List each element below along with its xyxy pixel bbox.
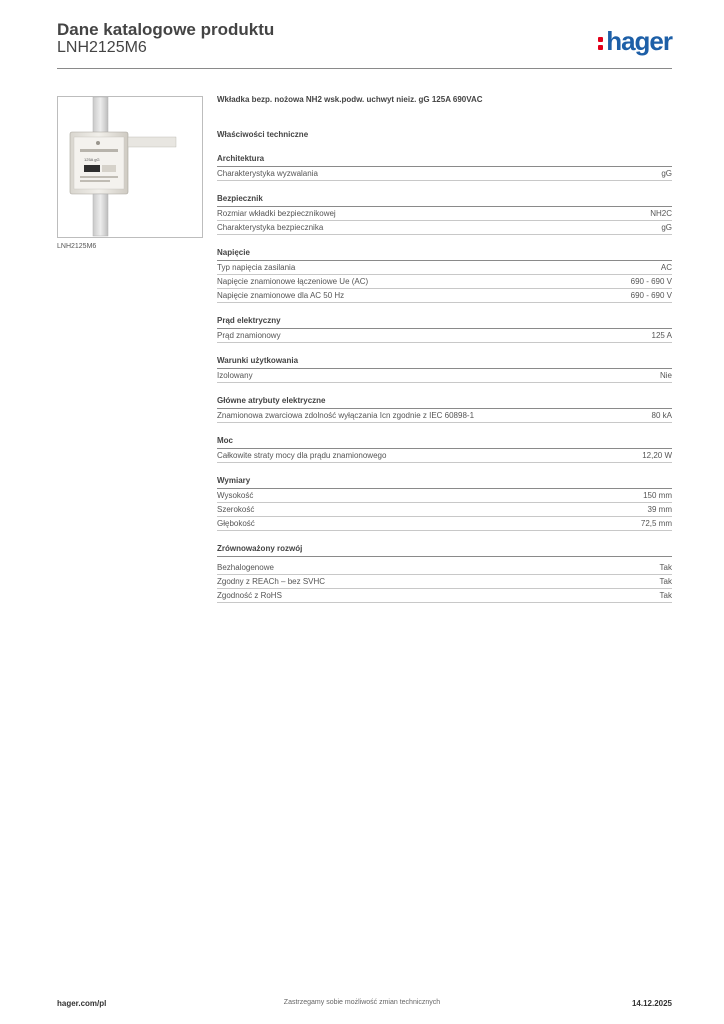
spec-label: Charakterystyka wyzwalania — [217, 169, 318, 178]
group-title: Moc — [217, 435, 672, 449]
properties-title: Właściwości techniczne — [217, 130, 309, 139]
fuse-label-text: 125A gG — [84, 157, 100, 162]
spec-row — [217, 561, 672, 575]
spec-group-architektura — [217, 153, 672, 181]
spec-label: Rozmiar wkładki bezpiecznikowej — [217, 209, 336, 218]
logo-text: hager — [606, 26, 672, 56]
fuse-image-icon — [58, 97, 202, 237]
spec-group-atrybuty — [217, 395, 672, 423]
group-title: Architektura — [217, 153, 672, 167]
spec-row — [217, 517, 672, 531]
spec-row — [217, 261, 672, 275]
spec-value: Tak — [659, 591, 672, 600]
spec-group-wymiary — [217, 475, 672, 531]
header-divider — [57, 68, 672, 69]
group-title: Warunki użytkowania — [217, 355, 672, 369]
spec-content — [217, 94, 672, 603]
group-title: Bezpiecznik — [217, 193, 672, 207]
spec-value: Tak — [659, 563, 672, 572]
spec-value: Nie — [659, 371, 672, 380]
spec-value: 12,20 W — [642, 451, 672, 460]
footer-website-link[interactable]: hager.com/pl — [57, 999, 107, 1008]
spec-row — [217, 589, 672, 603]
spec-label: Głębokość — [217, 519, 255, 528]
group-title: Zrównoważony rozwój — [217, 543, 672, 557]
spec-value: AC — [660, 263, 672, 272]
spec-group-bezpiecznik — [217, 193, 672, 235]
spec-value: 125 A — [651, 331, 672, 340]
spec-group-moc — [217, 435, 672, 463]
spec-value: Tak — [659, 577, 672, 586]
footer-date: 14.12.2025 — [631, 999, 672, 1008]
product-image — [57, 96, 203, 238]
spec-value: 690 - 690 V — [630, 277, 672, 286]
spec-value: 150 mm — [643, 491, 672, 500]
spec-value: 39 mm — [647, 505, 672, 514]
spec-label: Wysokość — [217, 491, 254, 500]
spec-value: 72,5 mm — [640, 519, 672, 528]
spec-label: Znamionowa zwarciowa zdolność wyłączania Icn zgodnie z IEC 60898-1 — [217, 411, 475, 420]
spec-value: 80 kA — [651, 411, 672, 420]
spec-label: Bezhalogenowe — [217, 563, 274, 572]
spec-label: Izolowany — [217, 371, 253, 380]
image-caption: LNH2125M6 — [57, 243, 97, 250]
spec-label: Napięcie znamionowe dla AC 50 Hz — [217, 291, 345, 300]
group-title: Prąd elektryczny — [217, 315, 672, 329]
footer-disclaimer: Zastrzegamy sobie możliwość zmian technicznych — [283, 999, 441, 1006]
spec-group-prad — [217, 315, 672, 343]
spec-value: NH2C — [650, 209, 672, 218]
group-title: Główne atrybuty elektryczne — [217, 395, 672, 409]
group-title: Wymiary — [217, 475, 672, 489]
spec-row — [217, 409, 672, 423]
spec-row — [217, 207, 672, 221]
spec-row — [217, 369, 672, 383]
spec-label: Charakterystyka bezpiecznika — [217, 223, 324, 232]
spec-value: gG — [661, 169, 672, 178]
logo-dots-icon — [598, 33, 604, 51]
spec-label: Prąd znamionowy — [217, 331, 281, 340]
group-title: Napięcie — [217, 247, 672, 261]
spec-label: Szerokość — [217, 505, 255, 514]
spec-row — [217, 449, 672, 463]
spec-value: gG — [661, 223, 672, 232]
spec-row — [217, 289, 672, 303]
spec-row — [217, 503, 672, 517]
product-code: LNH2125M6 — [57, 39, 147, 56]
hager-logo — [598, 26, 672, 57]
spec-row — [217, 329, 672, 343]
spec-row — [217, 221, 672, 235]
product-description: Wkładka bezp. nożowa NH2 wsk.podw. uchwyt nieiz. gG 125A 690VAC — [217, 95, 483, 104]
spec-label: Zgodność z RoHS — [217, 591, 282, 600]
spec-label: Zgodny z REACh – bez SVHC — [217, 577, 326, 586]
spec-group-warunki — [217, 355, 672, 383]
spec-row — [217, 489, 672, 503]
page-title: Dane katalogowe produktu — [57, 20, 275, 39]
spec-label: Całkowite straty mocy dla prądu znamionowego — [217, 451, 387, 460]
spec-group-zrownowazony — [217, 543, 672, 603]
spec-row — [217, 275, 672, 289]
spec-label: Typ napięcia zasilania — [217, 263, 296, 272]
spec-label: Napięcie znamionowe łączeniowe Ue (AC) — [217, 277, 369, 286]
spec-group-napiecie — [217, 247, 672, 303]
spec-row — [217, 575, 672, 589]
spec-value: 690 - 690 V — [630, 291, 672, 300]
spec-row — [217, 167, 672, 181]
